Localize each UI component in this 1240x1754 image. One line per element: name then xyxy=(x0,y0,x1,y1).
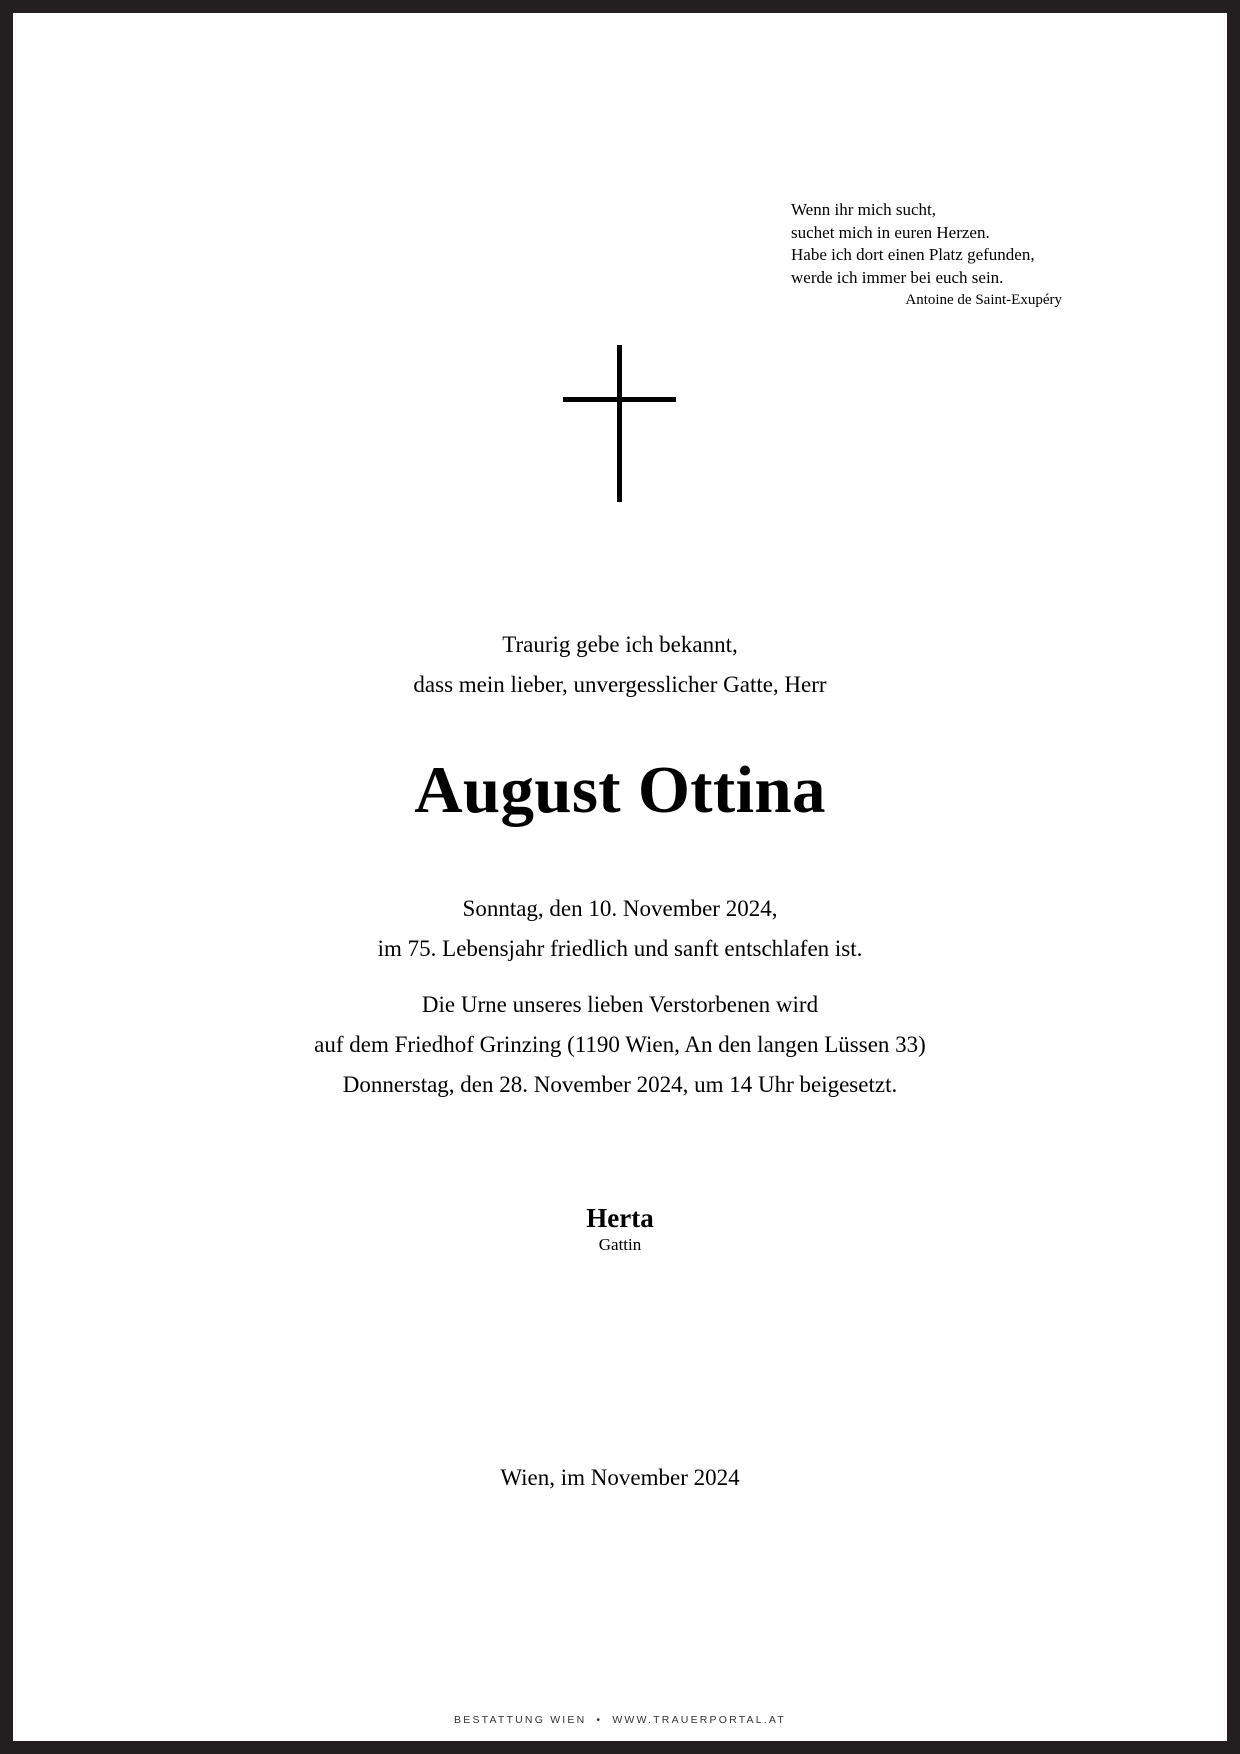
quote-line: suchet mich in euren Herzen. xyxy=(791,222,990,242)
intro-line: dass mein lieber, unvergesslicher Gatte, Herr xyxy=(413,672,827,697)
intro-text xyxy=(13,625,1227,705)
footer-separator: • xyxy=(596,1714,603,1726)
burial-text xyxy=(13,985,1227,1105)
quote-line: werde ich immer bei euch sein. xyxy=(791,267,1004,287)
burial-line: auf dem Friedhof Grinzing (1190 Wien, An den langen Lüssen 33) xyxy=(314,1032,926,1057)
footer-website: WWW.TRAUERPORTAL.AT xyxy=(612,1714,786,1726)
death-line: Sonntag, den 10. November 2024, xyxy=(462,896,778,921)
intro-line: Traurig gebe ich bekannt, xyxy=(502,632,738,657)
mourner-relation: Gattin xyxy=(598,1235,642,1254)
quote-author: Antoine de Saint-Exupéry xyxy=(905,292,1062,308)
quote-block xyxy=(791,199,1062,311)
obituary-page xyxy=(13,13,1227,1741)
quote-line: Wenn ihr mich sucht, xyxy=(791,200,936,219)
burial-line: Die Urne unseres lieben Verstorbenen wird xyxy=(421,992,819,1017)
death-line: im 75. Lebensjahr friedlich und sanft entschlafen ist. xyxy=(377,936,863,961)
deceased-name: August Ottina xyxy=(414,753,826,827)
footer xyxy=(13,1713,1227,1727)
footer-publisher: BESTATTUNG WIEN xyxy=(454,1714,587,1726)
mourner-signature xyxy=(13,1201,1227,1255)
cross-vertical-bar xyxy=(617,345,622,502)
quote-line: Habe ich dort einen Platz gefunden, xyxy=(791,245,1035,264)
cross-horizontal-bar xyxy=(563,397,676,402)
death-text xyxy=(13,889,1227,969)
mourner-name: Herta xyxy=(586,1203,654,1233)
place-date: Wien, im November 2024 xyxy=(500,1465,740,1490)
burial-line: Donnerstag, den 28. November 2024, um 14 Uhr beigesetzt. xyxy=(342,1072,898,1097)
